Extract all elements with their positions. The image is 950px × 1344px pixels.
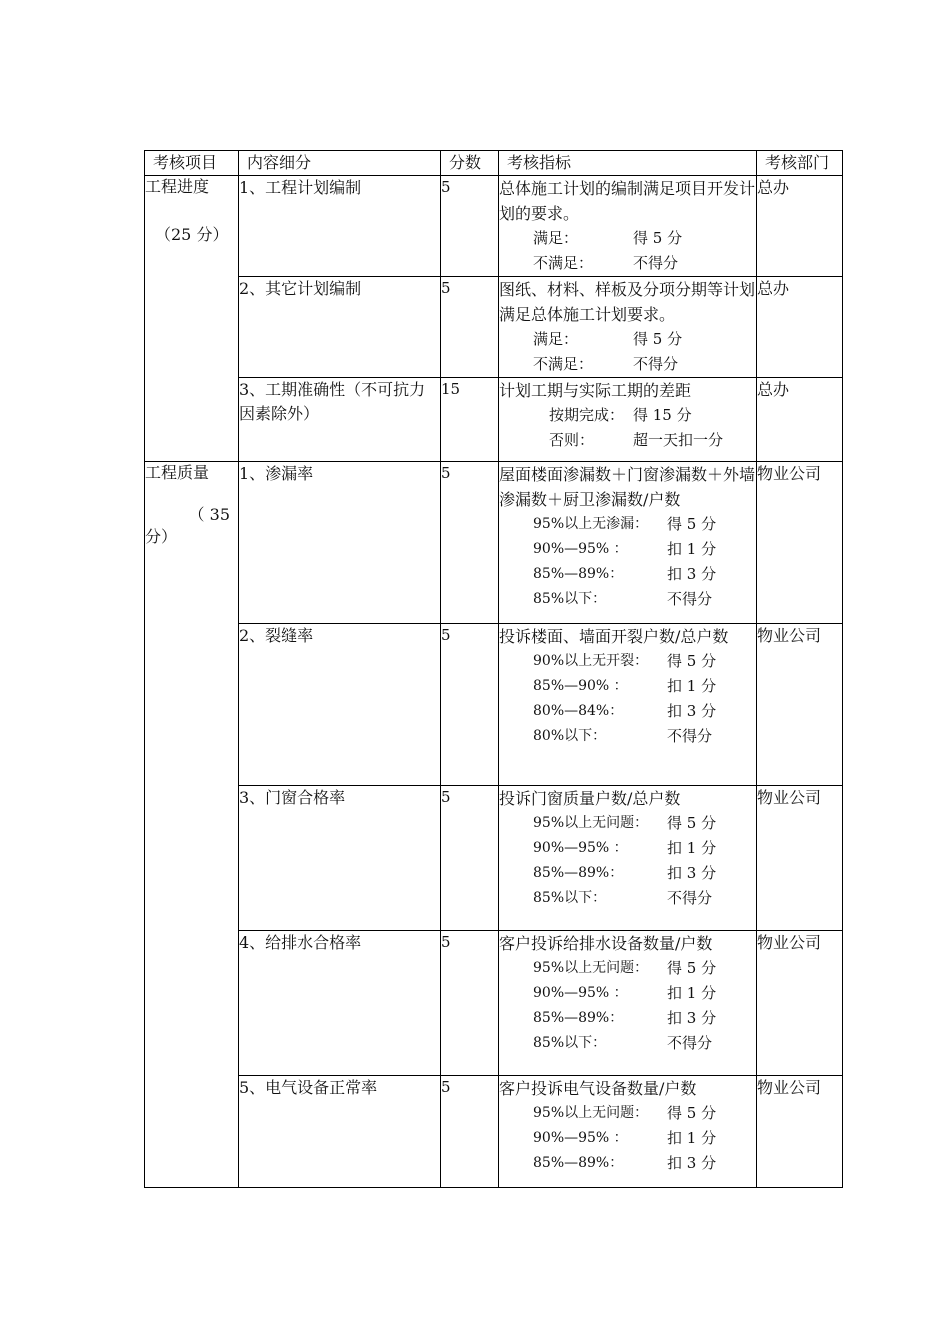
item-cell: 2、裂缝率 — [239, 624, 441, 786]
scoring-rule — [499, 861, 756, 886]
category-score — [145, 504, 238, 548]
rule-condition: 90%—95% ： — [533, 985, 628, 1001]
item-cell: 3、门窗合格率 — [239, 786, 441, 931]
indicator-cell — [499, 786, 757, 931]
category-score: （25 分） — [155, 225, 229, 244]
indicator-cell — [499, 176, 757, 277]
indicator-description: 投诉门窗质量户数/总户数 — [499, 789, 681, 808]
table-row — [145, 931, 843, 1076]
rule-condition: 按期完成： — [549, 406, 625, 424]
header-indicator: 考核指标 — [499, 151, 757, 176]
indicator-cell — [499, 277, 757, 378]
rule-condition: 85%—89%： — [533, 1155, 624, 1171]
indicator-description: 总体施工计划的编制满足项目开发计划的要求。 — [499, 179, 756, 223]
scoring-rule — [499, 981, 756, 1006]
header-department: 考核部门 — [757, 151, 843, 176]
rule-result: 扣 3 分 — [667, 1154, 717, 1172]
indicator-cell — [499, 462, 757, 624]
rule-result: 不得分 — [667, 889, 713, 907]
rule-result: 不得分 — [667, 1034, 713, 1052]
department-cell: 物业公司 — [757, 462, 843, 624]
rule-result: 得 5 分 — [667, 1104, 717, 1122]
header-points: 分数 — [441, 151, 499, 176]
rule-condition: 85%—89%： — [533, 1010, 624, 1026]
rule-condition: 90%—95% ： — [533, 840, 628, 856]
department-cell: 总办 — [757, 378, 843, 462]
rule-result: 扣 1 分 — [667, 984, 717, 1002]
scoring-rule — [499, 1031, 756, 1056]
scoring-rule — [499, 226, 756, 251]
rule-result: 不得分 — [633, 355, 679, 373]
indicator-cell — [499, 931, 757, 1076]
indicator-description: 计划工期与实际工期的差距 — [499, 381, 692, 400]
rule-result: 不得分 — [633, 254, 679, 272]
department-cell: 总办 — [757, 277, 843, 378]
item-cell: 1、渗漏率 — [239, 462, 441, 624]
scoring-rule — [499, 403, 756, 428]
rule-condition: 90%—95% ： — [533, 541, 628, 557]
rule-condition: 满足： — [533, 330, 579, 348]
rule-condition: 95%以上无渗漏： — [533, 516, 649, 532]
rule-result: 得 5 分 — [667, 515, 717, 533]
rule-condition: 90%以上无开裂： — [533, 653, 649, 669]
rule-result: 超一天扣一分 — [633, 431, 724, 449]
department-cell: 物业公司 — [757, 786, 843, 931]
rule-condition: 否则： — [549, 431, 595, 449]
scoring-rule — [499, 587, 756, 612]
indicator-description: 图纸、材料、样板及分项分期等计划满足总体施工计划要求。 — [499, 280, 756, 324]
rule-condition: 不满足： — [533, 254, 594, 272]
rule-condition: 85%以下： — [533, 591, 607, 607]
rule-result: 得 5 分 — [667, 652, 717, 670]
scoring-rule — [499, 724, 756, 749]
scoring-rule — [499, 562, 756, 587]
points-cell: 5 — [441, 931, 499, 1076]
rule-condition: 85%以下： — [533, 1035, 607, 1051]
rule-condition: 不满足： — [533, 355, 594, 373]
category-cell — [145, 176, 239, 462]
scoring-rule — [499, 886, 756, 911]
scoring-rule — [499, 352, 756, 377]
table-row — [145, 1076, 843, 1188]
table-row — [145, 176, 843, 277]
rule-result: 扣 3 分 — [667, 565, 717, 583]
rule-condition: 85%—89%： — [533, 566, 624, 582]
scoring-rule — [499, 1151, 756, 1176]
rule-result: 扣 1 分 — [667, 1129, 717, 1147]
points-cell: 5 — [441, 176, 499, 277]
scoring-rule — [499, 428, 756, 453]
item-cell: 2、其它计划编制 — [239, 277, 441, 378]
rule-result: 扣 3 分 — [667, 864, 717, 882]
scoring-rule — [499, 512, 756, 537]
rule-result: 得 5 分 — [667, 814, 717, 832]
table-row — [145, 277, 843, 378]
points-cell: 5 — [441, 1076, 499, 1188]
rule-condition: 85%以下： — [533, 890, 607, 906]
indicator-description: 客户投诉给排水设备数量/户数 — [499, 934, 713, 953]
points-cell: 5 — [441, 786, 499, 931]
rule-result: 得 5 分 — [633, 330, 683, 348]
scoring-rule — [499, 251, 756, 276]
item-cell: 4、给排水合格率 — [239, 931, 441, 1076]
table-row — [145, 462, 843, 624]
header-item: 内容细分 — [239, 151, 441, 176]
scoring-rule — [499, 674, 756, 699]
item-cell: 3、工期准确性（不可抗力因素除外） — [239, 378, 441, 462]
table-row — [145, 624, 843, 786]
rule-condition: 95%以上无问题： — [533, 815, 649, 831]
indicator-cell — [499, 624, 757, 786]
department-cell: 总办 — [757, 176, 843, 277]
scoring-rule — [499, 811, 756, 836]
rule-result: 扣 1 分 — [667, 677, 717, 695]
header-category: 考核项目 — [145, 151, 239, 176]
scoring-rule — [499, 699, 756, 724]
scoring-rule — [499, 327, 756, 352]
rule-result: 得 15 分 — [633, 406, 692, 424]
rule-condition: 满足： — [533, 229, 579, 247]
scoring-rule — [499, 836, 756, 861]
category-cell — [145, 462, 239, 1188]
rule-result: 不得分 — [667, 590, 713, 608]
category-score-part: 分） — [145, 527, 178, 546]
assessment-table — [144, 150, 843, 1188]
rule-result: 不得分 — [667, 727, 713, 745]
indicator-cell — [499, 1076, 757, 1188]
rule-condition: 80%—84%： — [533, 703, 624, 719]
indicator-cell — [499, 378, 757, 462]
table-row — [145, 378, 843, 462]
department-cell: 物业公司 — [757, 1076, 843, 1188]
rule-result: 得 5 分 — [633, 229, 683, 247]
rule-condition: 85%—90% ： — [533, 678, 628, 694]
points-cell: 5 — [441, 277, 499, 378]
indicator-description: 投诉楼面、墙面开裂户数/总户数 — [499, 627, 729, 646]
table-row — [145, 786, 843, 931]
rule-result: 扣 1 分 — [667, 540, 717, 558]
rule-condition: 85%—89%： — [533, 865, 624, 881]
indicator-description: 屋面楼面渗漏数＋门窗渗漏数＋外墙渗漏数＋厨卫渗漏数/户数 — [499, 465, 756, 509]
item-cell: 5、电气设备正常率 — [239, 1076, 441, 1188]
rule-result: 得 5 分 — [667, 959, 717, 977]
indicator-description: 客户投诉电气设备数量/户数 — [499, 1079, 697, 1098]
rule-result: 扣 3 分 — [667, 702, 717, 720]
rule-condition: 95%以上无问题： — [533, 960, 649, 976]
scoring-rule — [499, 1126, 756, 1151]
header-row — [145, 151, 843, 176]
scoring-rule — [499, 649, 756, 674]
scoring-rule — [499, 1101, 756, 1126]
rule-condition: 90%—95% ： — [533, 1130, 628, 1146]
points-cell: 5 — [441, 462, 499, 624]
rule-condition: 95%以上无问题： — [533, 1105, 649, 1121]
category-score-part: （ 35 — [188, 505, 230, 524]
category-name: 工程质量 — [145, 463, 210, 482]
points-cell: 5 — [441, 624, 499, 786]
scoring-rule — [499, 537, 756, 562]
scoring-rule — [499, 956, 756, 981]
points-cell: 15 — [441, 378, 499, 462]
rule-result: 扣 3 分 — [667, 1009, 717, 1027]
department-cell: 物业公司 — [757, 624, 843, 786]
category-name: 工程进度 — [145, 177, 210, 196]
scoring-rule — [499, 1006, 756, 1031]
rule-result: 扣 1 分 — [667, 839, 717, 857]
department-cell: 物业公司 — [757, 931, 843, 1076]
item-cell: 1、工程计划编制 — [239, 176, 441, 277]
rule-condition: 80%以下： — [533, 728, 607, 744]
